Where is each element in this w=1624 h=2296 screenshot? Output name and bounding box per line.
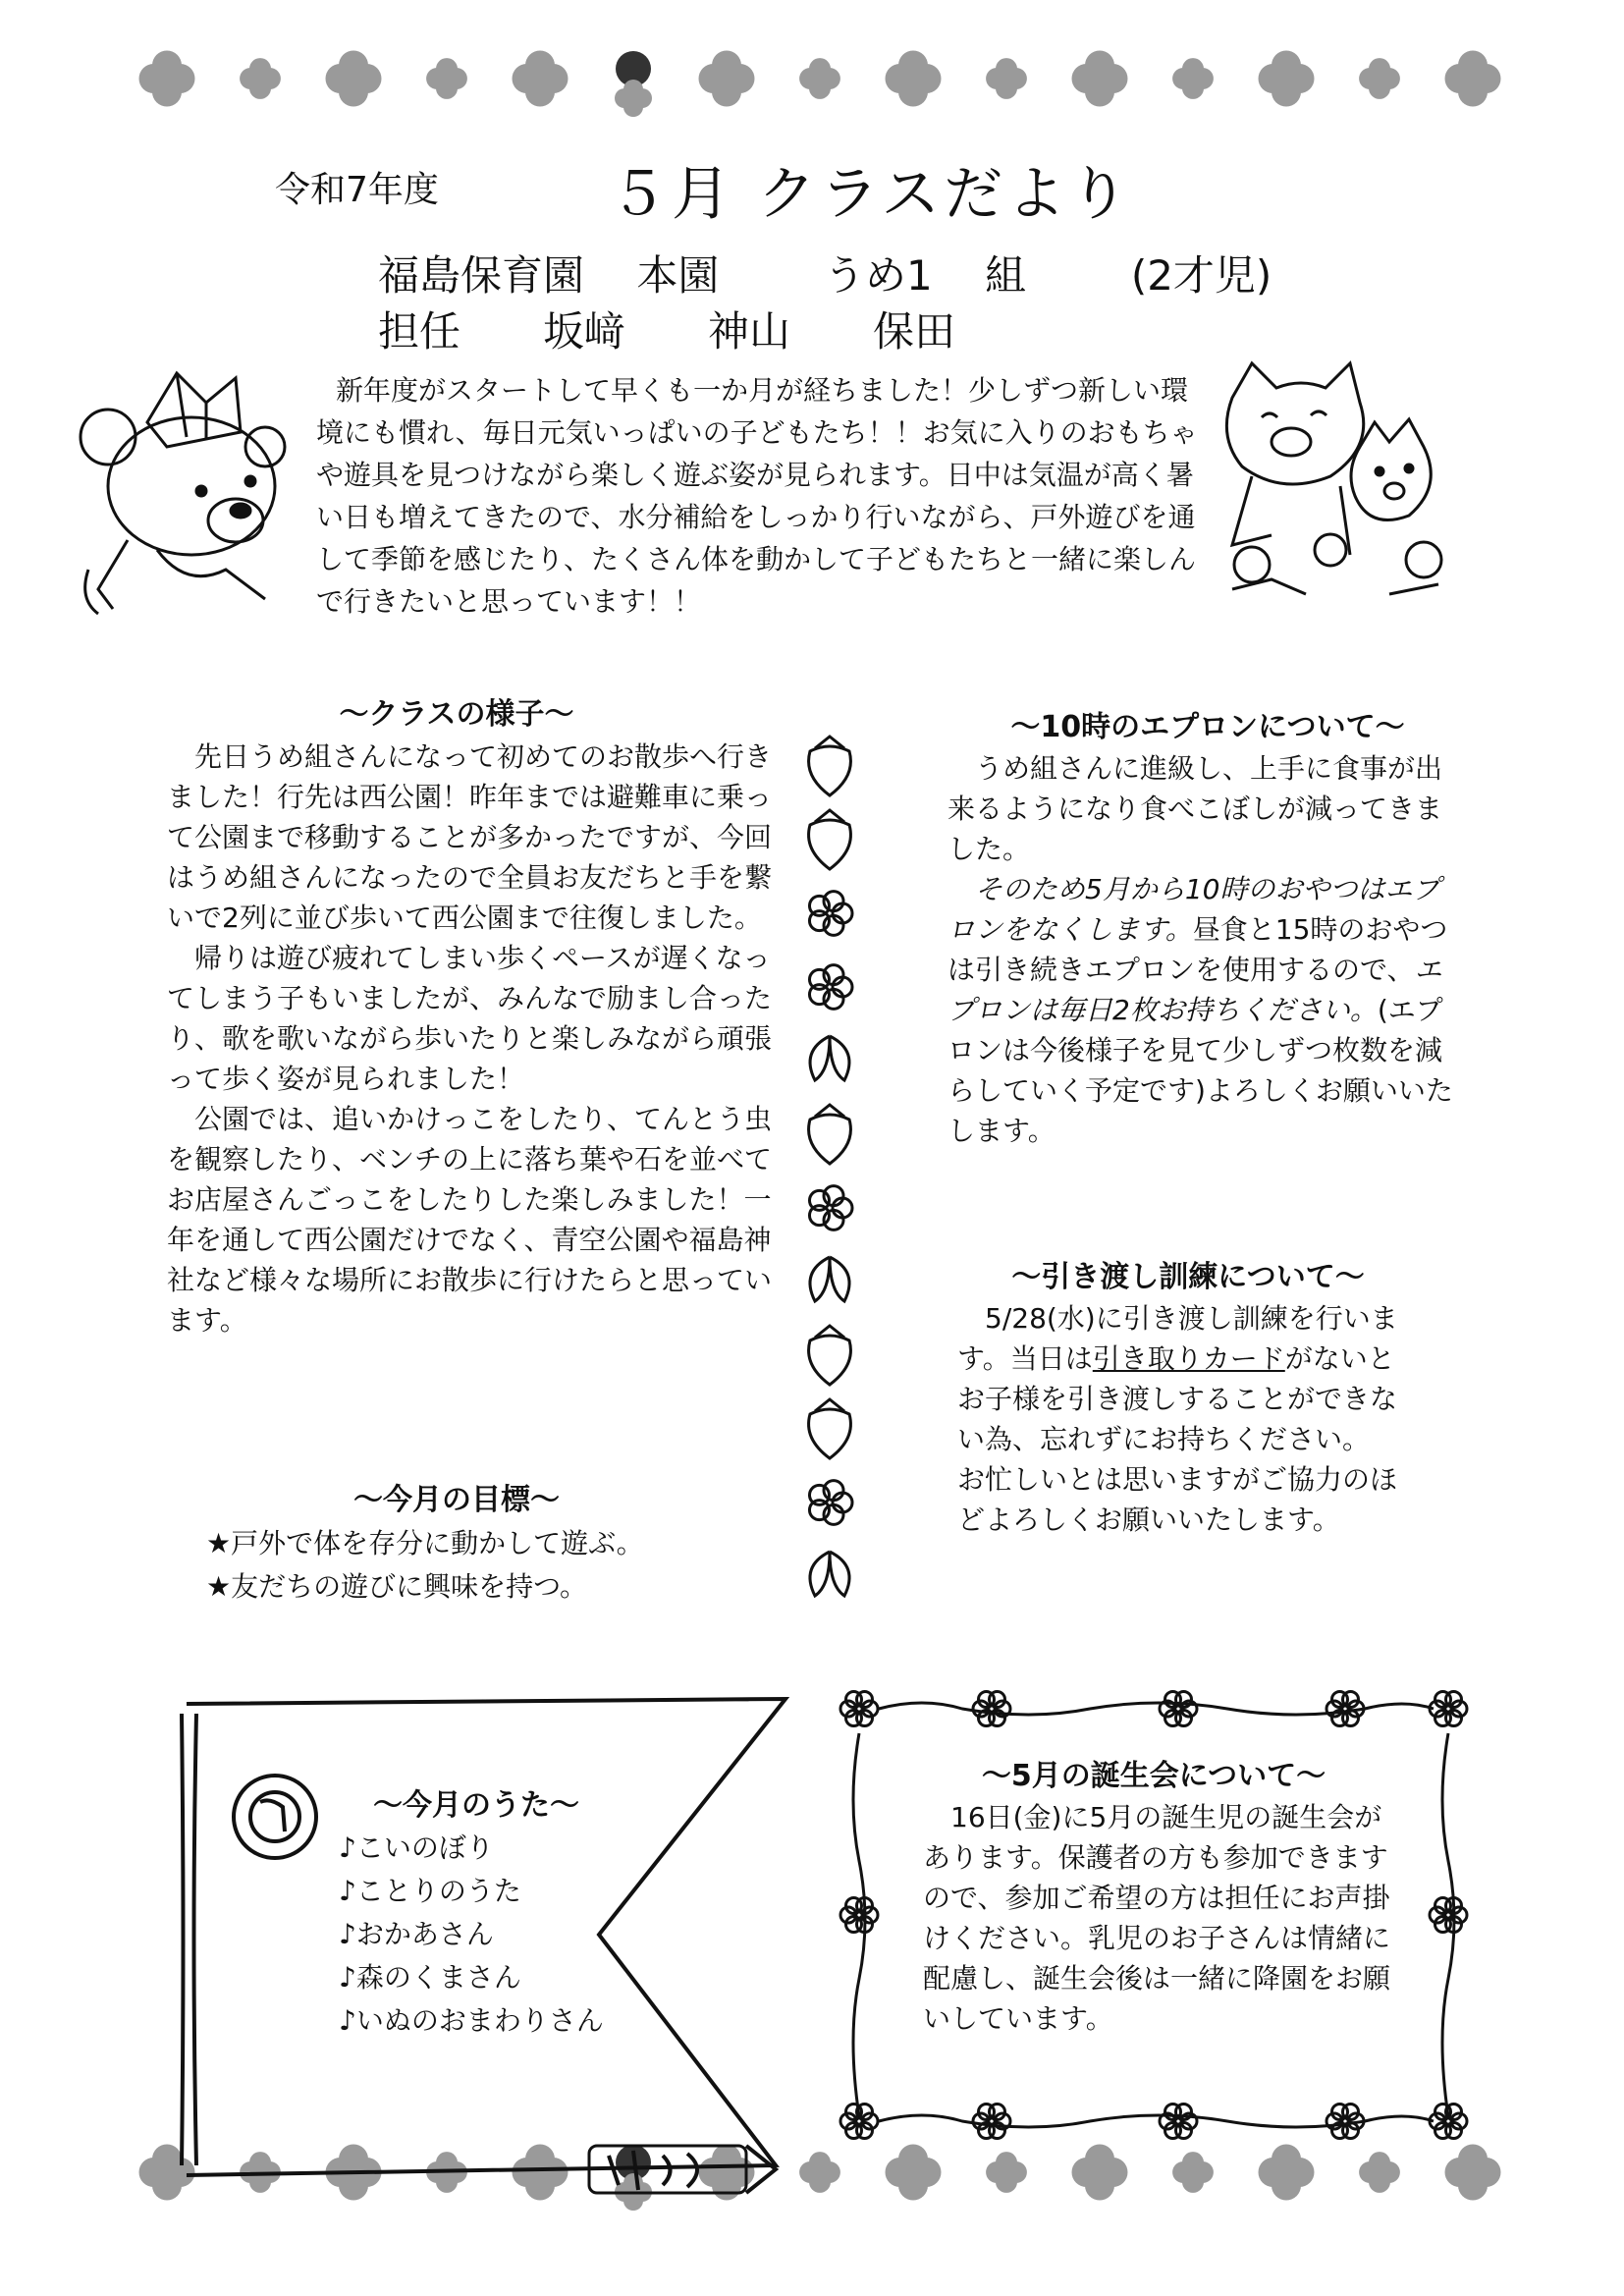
top-clover-border [137, 37, 1492, 126]
goals-list [206, 1522, 756, 1609]
handover-section-body [957, 1298, 1419, 1540]
goal-item: ★友だちの遊びに興味を持つ。 [206, 1570, 587, 1603]
clover-icon [1445, 2145, 1501, 2201]
song-item: ♪こいのぼり [339, 1831, 494, 1864]
clover-icon [1259, 51, 1315, 107]
clover-icon [1072, 51, 1128, 107]
flower-icon [840, 1691, 878, 1725]
songs-list [339, 1827, 712, 2043]
song-item: ♪森のくまさん [339, 1961, 521, 1994]
birthday-section-heading: 〜5月の誕生会について〜 [981, 1759, 1326, 1793]
class-paragraph-2: 帰りは遊び疲れてしまい歩くペースが遅くなってしまう子もいましたが、みんなで励まし合ったり、歌を歌いながら歩いたりと楽しみながら頑張って歩く姿が見られました！ [167, 942, 773, 1095]
class-paragraph-1: 先日うめ組さんになって初めてのお散歩へ行きました！行先は西公園！昨年までは避難車に乗って公園まで移動することが多かったですが、今回はうめ組さんになったので全員お友だちと手を繋いで2列に並び歩いて西公園まで往復しました。 [167, 740, 773, 934]
handover-text-b: がないとお子様を引き渡しすることができない為、忘れずにお持ちください。 [957, 1342, 1398, 1455]
birthday-paragraph: 16日(金)に5月の誕生児の誕生会があります。保護者の方も参加できますので、参加ご希望の方は担任にお声掛けください。乳児のお子さんは情緒に配慮し、誕生会後は一緒に降園をお願いしています。 [923, 1801, 1391, 2035]
pickup-card-term: 引き取りカード [1092, 1342, 1285, 1375]
clover-icon [240, 58, 281, 99]
vine-line [1442, 1733, 1454, 2116]
strawberry-icon [809, 810, 851, 869]
strawberry-icon [809, 1105, 851, 1164]
flower-icon [1160, 2104, 1197, 2138]
flower-icon [1160, 1691, 1197, 1725]
clover-icon [986, 2152, 1027, 2193]
class-section-body [167, 737, 776, 1340]
flower-icon [1430, 1897, 1467, 1932]
clover-icon [426, 58, 467, 99]
clover-icon [799, 58, 840, 99]
flower-icon [809, 892, 852, 936]
fiscal-year: 令和7年度 [275, 170, 439, 210]
cat-tiger-illustration [1213, 358, 1468, 614]
strawberry-icon [809, 1399, 851, 1458]
apron-paragraph-1: うめ組さんに進級し、上手に食事が出来るようになり食べこぼしが減ってきました。 [947, 752, 1443, 865]
leaf-icon [810, 1257, 849, 1301]
class-paragraph-3: 公園では、追いかけっこをしたり、てんとう虫を観察したり、ベンチの上に落ち葉や石を並べてお店屋さんごっこをしたりした楽しみました！一年を通して西公園だけでなく、青空公園や福島神社など様々な場所にお散歩に行けたらと思っています。 [167, 1103, 773, 1337]
page-title: ５月 クラスだより [609, 160, 1133, 229]
song-item: ♪おかあさん [339, 1918, 494, 1950]
strawberry-icon [809, 1326, 851, 1385]
class-section-heading: 〜クラスの様子〜 [339, 697, 574, 732]
clover-icon [1359, 58, 1400, 99]
handover-section-heading: 〜引き渡し訓練について〜 [1011, 1260, 1365, 1294]
strawberry-flower-divider [785, 732, 874, 1635]
apron-section-body [947, 748, 1458, 1151]
teachers-line: 担任 坂﨑 神山 保田 [378, 307, 956, 355]
apron-plain-1: 昼食と15時のおやつは引き続きエプロンを使用するので、 [947, 913, 1448, 986]
flower-icon [809, 965, 852, 1010]
vine-line [853, 1733, 865, 2116]
leaf-icon [810, 1036, 849, 1080]
flower-icon [1430, 1691, 1467, 1725]
apron-plain-2: (エプロンは今後様子を見て少しずつ枚数を減らしていく予定です)よろしくお願いいたします。 [947, 994, 1453, 1147]
clover-icon [1259, 2145, 1315, 2201]
handover-paragraph-1 [957, 1298, 1419, 1459]
clover-icon [1445, 51, 1501, 107]
song-item: ♪いぬのおまわりさん [339, 2004, 604, 2037]
apron-emphasis-1: そのため5月から10時のおやつはエプロンをなくします。 [947, 873, 1440, 946]
handover-text-a: 5/28(水)に引き渡し訓練を行います。当日は [957, 1302, 1398, 1375]
clover-icon [1172, 2152, 1214, 2193]
leaf-icon [810, 1552, 849, 1596]
goal-item: ★戸外で体を存分に動かして遊ぶ。 [206, 1527, 644, 1559]
flower-icon [840, 1897, 878, 1932]
apron-paragraph-2 [947, 869, 1458, 1151]
school-class-line: 福島保育園 本園 うめ1 組 (2才児) [378, 251, 1272, 300]
clover-icon [1072, 2145, 1128, 2201]
clover-icon [513, 51, 568, 107]
goals-section-heading: 〜今月の目標〜 [353, 1483, 560, 1517]
clover-icon [139, 51, 195, 107]
clover-icon [326, 51, 382, 107]
flower-icon [809, 1481, 852, 1525]
bear-samurai-illustration [69, 363, 295, 619]
clover-icon [886, 51, 942, 107]
clover-icon [1172, 58, 1214, 99]
intro-paragraph: 新年度がスタートして早くも一か月が経ちました！少しずつ新しい環境にも慣れ、毎日元気いっぱいの子どもたち！！お気に入りのおもちゃや遊具を見つけながら楽しく遊ぶ姿が見られます。日中は気温が高く暑い日も増えてきたので、水分補給をしっかり行いながら、戸外遊びを通して季節を感じたり、たくさん体を動かして子どもたちと一緒に楽しんで行きたいと思っています！！ [316, 374, 1198, 618]
clover-icon [799, 2152, 840, 2193]
apron-emphasis-2: エプロンは毎日2枚お持ちください。 [947, 954, 1442, 1026]
apron-section-heading: 〜10時のエプロンについて〜 [1010, 710, 1405, 744]
clover-icon [1359, 2152, 1400, 2193]
clover-icon [699, 51, 755, 107]
clover-icon [986, 58, 1027, 99]
clover-icon [886, 2145, 942, 2201]
clover-icon [615, 80, 652, 117]
handover-paragraph-2: お忙しいとは思いますがご協力のほどよろしくお願いいたします。 [957, 1463, 1398, 1536]
flower-icon [973, 1691, 1010, 1725]
flower-icon [809, 1186, 852, 1230]
birthday-section-body [923, 1797, 1404, 2039]
song-item: ♪ことりのうた [339, 1875, 521, 1907]
strawberry-icon [809, 737, 851, 795]
flower-icon [973, 2104, 1010, 2138]
songs-section-heading: 〜今月のうた〜 [373, 1788, 579, 1823]
